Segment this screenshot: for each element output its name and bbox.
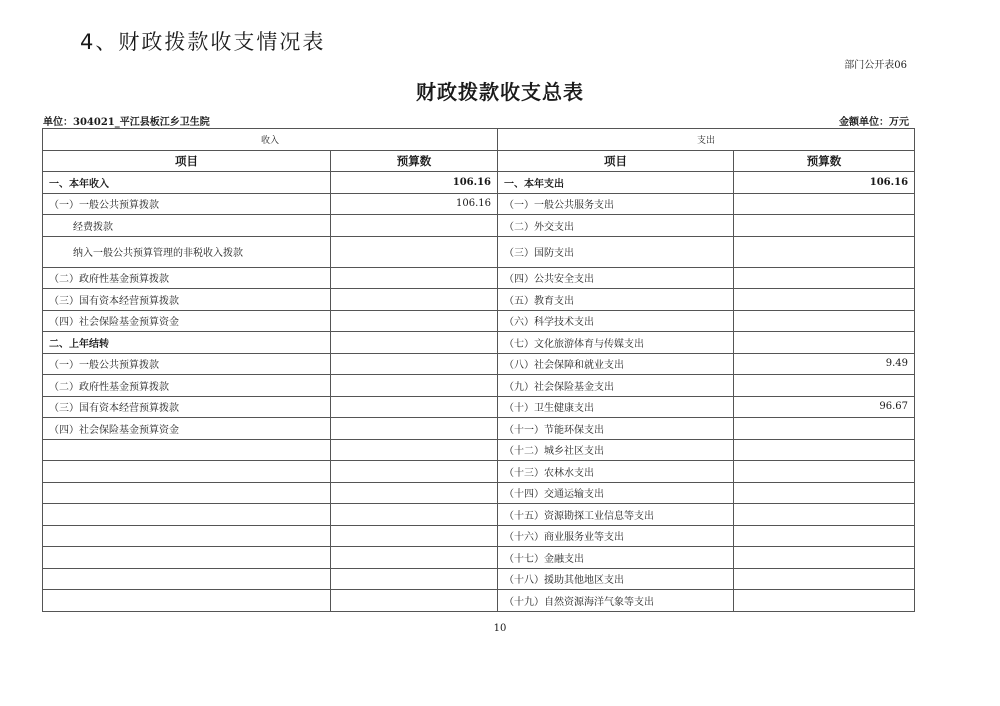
expense-value-cell bbox=[734, 289, 915, 311]
income-item-cell bbox=[43, 439, 331, 461]
income-item-cell: （一）一般公共预算拨款 bbox=[43, 353, 331, 375]
income-value-cell bbox=[331, 504, 498, 526]
expense-value-cell bbox=[734, 332, 915, 354]
expense-item-cell: （十四）交通运输支出 bbox=[498, 482, 734, 504]
income-item-cell: 经费拨款 bbox=[43, 215, 331, 237]
income-group-header: 收入 bbox=[43, 129, 498, 151]
income-value-cell bbox=[331, 482, 498, 504]
income-value-cell bbox=[331, 310, 498, 332]
income-item-header: 项目 bbox=[43, 150, 331, 172]
table-row bbox=[43, 525, 915, 547]
income-item-cell: （三）国有资本经营预算拨款 bbox=[43, 396, 331, 418]
expense-group-header: 支出 bbox=[498, 129, 915, 151]
expense-value-cell bbox=[734, 418, 915, 440]
income-item-cell bbox=[43, 525, 331, 547]
income-value-cell bbox=[331, 568, 498, 590]
income-item-cell bbox=[43, 568, 331, 590]
income-item-cell: 一、本年收入 bbox=[43, 172, 331, 194]
expense-item-cell: （十三）农林水支出 bbox=[498, 461, 734, 483]
income-item-cell bbox=[43, 590, 331, 612]
table-row bbox=[43, 267, 915, 289]
income-value-cell bbox=[331, 439, 498, 461]
expense-item-cell: （一）一般公共服务支出 bbox=[498, 193, 734, 215]
page-number: 10 bbox=[493, 623, 507, 634]
expense-value-cell bbox=[734, 525, 915, 547]
table-row bbox=[43, 590, 915, 612]
expense-value-cell bbox=[734, 439, 915, 461]
expense-value-cell bbox=[734, 310, 915, 332]
table-row bbox=[43, 215, 915, 237]
income-value-cell bbox=[331, 353, 498, 375]
income-value-cell bbox=[331, 418, 498, 440]
expense-value-cell bbox=[734, 215, 915, 237]
income-value-cell bbox=[331, 461, 498, 483]
income-item-cell bbox=[43, 482, 331, 504]
expense-item-cell: （七）文化旅游体育与传媒支出 bbox=[498, 332, 734, 354]
income-value-cell bbox=[331, 547, 498, 569]
income-value-cell bbox=[331, 267, 498, 289]
table-row bbox=[43, 547, 915, 569]
income-item-cell: （三）国有资本经营预算拨款 bbox=[43, 289, 331, 311]
expense-value-cell: 9.49 bbox=[734, 353, 915, 375]
income-budget-header: 预算数 bbox=[331, 150, 498, 172]
income-value-cell: 106.16 bbox=[331, 193, 498, 215]
income-value-cell bbox=[331, 289, 498, 311]
expense-item-header: 项目 bbox=[498, 150, 734, 172]
income-value-cell bbox=[331, 215, 498, 237]
table-row bbox=[43, 353, 915, 375]
expense-value-cell bbox=[734, 267, 915, 289]
expense-value-cell bbox=[734, 568, 915, 590]
expense-item-cell: （十一）节能环保支出 bbox=[498, 418, 734, 440]
expense-item-cell: （十）卫生健康支出 bbox=[498, 396, 734, 418]
income-value-cell: 106.16 bbox=[331, 172, 498, 194]
group-header-row bbox=[43, 129, 915, 151]
expense-value-cell bbox=[734, 236, 915, 267]
table-row bbox=[43, 568, 915, 590]
table-row bbox=[43, 332, 915, 354]
table-row bbox=[43, 172, 915, 194]
unit-label: 单位：304021_平江县板江乡卫生院 bbox=[43, 117, 210, 128]
expense-item-cell: （十九）自然资源海洋气象等支出 bbox=[498, 590, 734, 612]
income-item-cell: 纳入一般公共预算管理的非税收入拨款 bbox=[43, 236, 331, 267]
expense-value-cell bbox=[734, 461, 915, 483]
income-item-cell: 二、上年结转 bbox=[43, 332, 331, 354]
expense-item-cell: （二）外交支出 bbox=[498, 215, 734, 237]
expense-value-cell bbox=[734, 193, 915, 215]
page-title: 财政拨款收支总表 bbox=[416, 80, 584, 104]
income-item-cell bbox=[43, 547, 331, 569]
expense-value-cell: 96.67 bbox=[734, 396, 915, 418]
table-row bbox=[43, 236, 915, 267]
expense-item-cell: 一、本年支出 bbox=[498, 172, 734, 194]
expense-item-cell: （九）社会保险基金支出 bbox=[498, 375, 734, 397]
expense-item-cell: （十七）金融支出 bbox=[498, 547, 734, 569]
expense-item-cell: （八）社会保障和就业支出 bbox=[498, 353, 734, 375]
table-row bbox=[43, 310, 915, 332]
income-item-cell: （四）社会保险基金预算资金 bbox=[43, 310, 331, 332]
expense-value-cell bbox=[734, 547, 915, 569]
expense-value-cell: 106.16 bbox=[734, 172, 915, 194]
income-item-cell: （二）政府性基金预算拨款 bbox=[43, 267, 331, 289]
expense-item-cell: （十八）援助其他地区支出 bbox=[498, 568, 734, 590]
income-value-cell bbox=[331, 332, 498, 354]
income-item-cell bbox=[43, 461, 331, 483]
table-row bbox=[43, 482, 915, 504]
expense-item-cell: （十二）城乡社区支出 bbox=[498, 439, 734, 461]
expense-item-cell: （十五）资源勘探工业信息等支出 bbox=[498, 504, 734, 526]
budget-table bbox=[42, 128, 915, 612]
doc-code: 部门公开表06 bbox=[844, 60, 907, 71]
income-value-cell bbox=[331, 525, 498, 547]
expense-value-cell bbox=[734, 375, 915, 397]
table-row bbox=[43, 396, 915, 418]
column-header-row bbox=[43, 150, 915, 172]
income-value-cell bbox=[331, 236, 498, 267]
table-row bbox=[43, 418, 915, 440]
section-title: 4、财政拨款收支情况表 bbox=[80, 30, 326, 54]
table-row bbox=[43, 461, 915, 483]
expense-item-cell: （三）国防支出 bbox=[498, 236, 734, 267]
income-item-cell: （四）社会保险基金预算资金 bbox=[43, 418, 331, 440]
expense-item-cell: （四）公共安全支出 bbox=[498, 267, 734, 289]
expense-value-cell bbox=[734, 590, 915, 612]
income-item-cell: （一）一般公共预算拨款 bbox=[43, 193, 331, 215]
table-row bbox=[43, 504, 915, 526]
expense-item-cell: （六）科学技术支出 bbox=[498, 310, 734, 332]
table-row bbox=[43, 439, 915, 461]
table-row bbox=[43, 289, 915, 311]
amount-unit-label: 金额单位：万元 bbox=[839, 117, 909, 128]
expense-value-cell bbox=[734, 504, 915, 526]
expense-item-cell: （五）教育支出 bbox=[498, 289, 734, 311]
expense-value-cell bbox=[734, 482, 915, 504]
income-item-cell: （二）政府性基金预算拨款 bbox=[43, 375, 331, 397]
income-value-cell bbox=[331, 375, 498, 397]
expense-item-cell: （十六）商业服务业等支出 bbox=[498, 525, 734, 547]
income-item-cell bbox=[43, 504, 331, 526]
income-value-cell bbox=[331, 396, 498, 418]
expense-budget-header: 预算数 bbox=[734, 150, 915, 172]
table-row bbox=[43, 375, 915, 397]
table-row bbox=[43, 193, 915, 215]
income-value-cell bbox=[331, 590, 498, 612]
